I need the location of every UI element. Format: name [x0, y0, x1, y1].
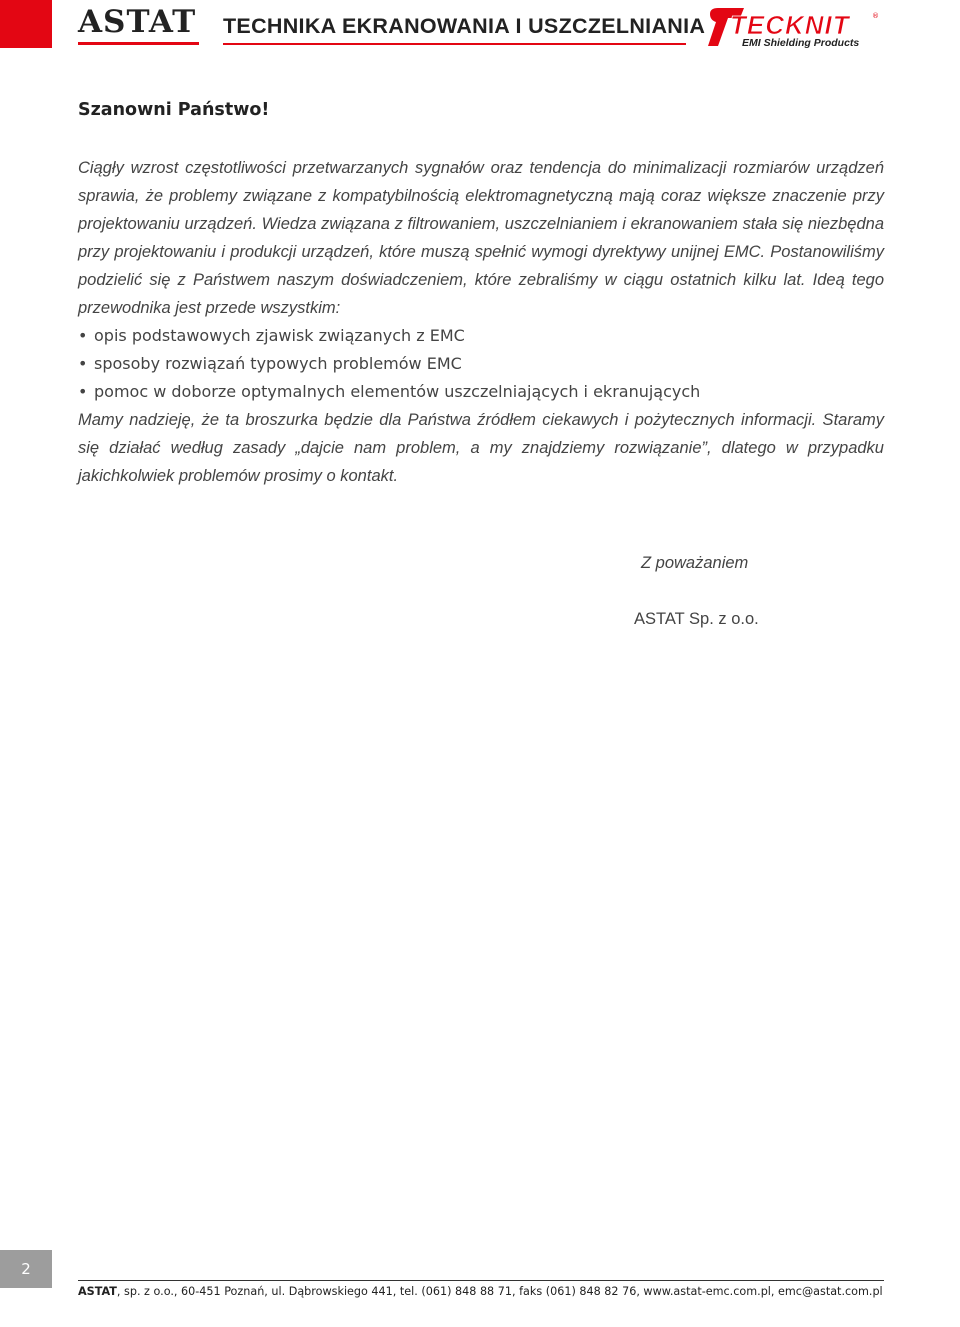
list-item: • opis podstawowych zjawisk związanych z EMC	[78, 322, 884, 350]
footer-details: , sp. z o.o., 60-451 Poznań, ul. Dąbrowskiego 441, tel. (061) 848 88 71, faks (061) 848 82 76, www.astat-emc.com.pl, emc@astat.com.pl	[116, 1285, 883, 1298]
bullet-icon: •	[78, 354, 88, 373]
header-title: TECHNIKA EKRANOWANIA I USZCZELNIANIA	[223, 14, 706, 38]
footer-rule	[78, 1280, 884, 1281]
tecknit-logo-text: TECKNIT	[730, 10, 850, 40]
astat-logo: ASTAT	[78, 4, 197, 40]
header-rule	[223, 43, 686, 45]
list-item: • sposoby rozwiązań typowych problemów EMC	[78, 350, 884, 378]
bullet-list	[78, 322, 884, 406]
bullet-icon: •	[78, 326, 88, 345]
footer-contact	[78, 1285, 883, 1298]
letter-body	[78, 154, 884, 490]
list-item: • pomoc w doborze optymalnych elementów uszczelniających i ekranujących	[78, 378, 884, 406]
page-number: 2	[0, 1250, 52, 1288]
signature: ASTAT Sp. z o.o.	[634, 610, 759, 628]
page-header	[0, 0, 960, 60]
tecknit-tagline: EMI Shielding Products	[742, 37, 860, 49]
paragraph-outro: Mamy nadzieję, że ta broszurka będzie dla Państwa źródłem ciekawych i pożytecznych informacji. Staramy się działać według zasady „dajcie nam problem, a my znajdziemy rozwiązanie”, dlatego w przypadku jakichkolwiek problemów prosimy o kontakt.	[78, 411, 884, 485]
svg-text:®: ®	[872, 12, 879, 20]
footer-company: ASTAT	[78, 1285, 117, 1298]
bullet-icon: •	[78, 382, 88, 401]
greeting: Szanowni Państwo!	[78, 100, 270, 120]
astat-logo-underline	[78, 42, 199, 45]
tecknit-logo	[704, 6, 884, 50]
closing-phrase: Z poważaniem	[641, 554, 749, 572]
paragraph-intro: Ciągły wzrost częstotliwości przetwarzanych sygnałów oraz tendencja do minimalizacji rozmiarów urządzeń sprawia, że problemy związane z kompatybilnością elektromagnetyczną mają coraz większe znaczenie przy projektowaniu urządzeń. Wiedza związana z filtrowaniem, uszczelnianiem i ekranowaniem stała się niezbędna przy projektowaniu i produkcji urządzeń, które muszą spełnić wymogi dyrektywy unijnej EMC. Postanowiliśmy podzielić się z Państwem naszym doświadczeniem, które zebraliśmy w ciągu ostatnich kilku lat. Ideą tego przewodnika jest przede wszystkim:	[78, 159, 884, 317]
